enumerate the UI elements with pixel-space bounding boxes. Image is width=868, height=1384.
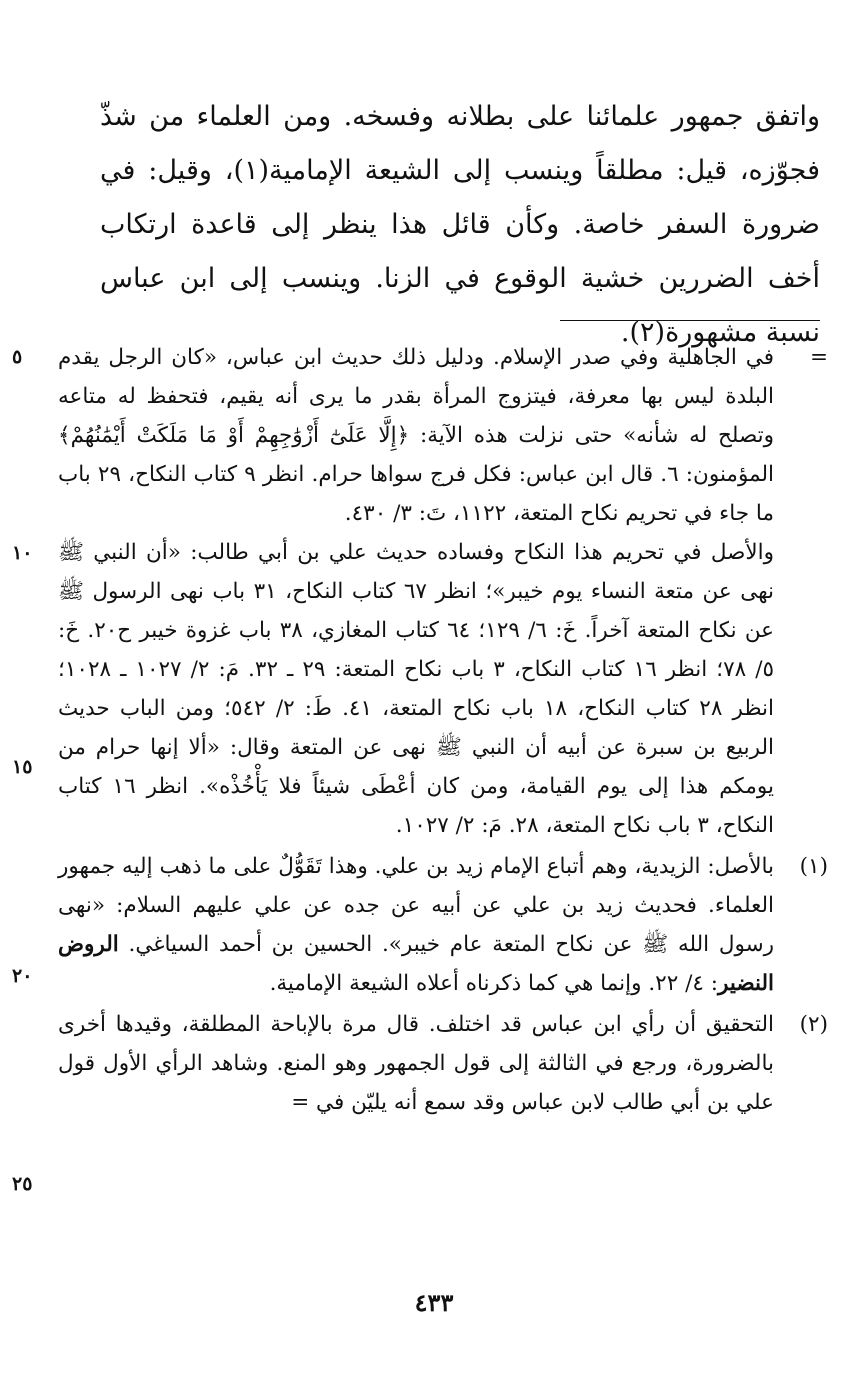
footnote-marker: = bbox=[809, 345, 828, 370]
footnote-text bbox=[58, 847, 774, 1003]
footnote-marker: (٢) bbox=[799, 1012, 828, 1037]
footnote-text bbox=[58, 338, 774, 845]
line-number: ٢٥ bbox=[12, 1173, 33, 1195]
page-number: ٤٣٣ bbox=[414, 1288, 454, 1317]
line-number: ١٠ bbox=[12, 542, 33, 564]
footnote-text-part: بالأصل: الزيدية، وهم أتباع الإمام زيد بن علي. وهذا تَقَوُّلٌ على ما ذهب إليه جمهور العلماء. فحديث زيد بن علي عن أبيه عن جده عن علي عليهم السلام: «نهى رسول الله ﷺ عن نكاح المتعة عام خيبر». الحسين بن أحمد السياغي. bbox=[58, 854, 774, 957]
footnote-text: التحقيق أن رأي ابن عباس قد اختلف. قال مرة بالإباحة المطلقة، وقيدها أخرى بالضرورة، ورجع في الثالثة إلى قول الجمهور وهو المنع. وشاهد الرأي الأول قول علي بن أبي طالب لابن عباس وقد سمع أنه يليّن في = bbox=[58, 1012, 774, 1115]
footnote-marker: (١) bbox=[799, 854, 828, 879]
footnotes bbox=[58, 338, 828, 1124]
footnote-1 bbox=[58, 847, 828, 1003]
footnote-separator bbox=[560, 320, 820, 321]
book-title: الروض النضير bbox=[58, 932, 774, 996]
line-number: ٢٠ bbox=[12, 965, 33, 987]
footnote-paragraph: في الجاهلية وفي صدر الإسلام. ودليل ذلك حديث ابن عباس، «كان الرجل يقدم البلدة ليس بها معرفة، فيتزوج المرأة بقدر ما يرى أنه يقيم، فتحفظ له متاعه وتصلح له شأنه» حتى نزلت هذه الآية: ﴿إِلَّا عَلَىٰٓ أَزْوَٰجِهِمْ أَوْ مَا مَلَكَتْ أَيْمَٰنُهُمْ﴾ المؤمنون: ٦. قال ابن عباس: فكل فرج سواها حرام. انظر ٩ كتاب النكاح، ٢٩ باب ما جاء في تحريم نكاح المتعة، ١١٢٢، تَ: ٣/ ٤٣٠. bbox=[58, 345, 775, 526]
footnote-2 bbox=[58, 1005, 828, 1122]
main-paragraph: واتفق جمهور علمائنا على بطلانه وفسخه. ومن العلماء من شذّ فجوّزه، قيل: مطلقاً وينسب إلى الشيعة الإمامية(١)، وقيل: في ضرورة السفر خاصة. وكأن قائل هذا ينظر إلى قاعدة ارتكاب أخف الضررين خشية الوقوع في الزنا. وينسب إلى ابن عباس نسبة مشهورة(٢). bbox=[100, 101, 820, 348]
footnote-continuation bbox=[58, 338, 828, 845]
footnote-paragraph: والأصل في تحريم هذا النكاح وفساده حديث علي بن أبي طالب: «أن النبي ﷺ نهى عن متعة النساء يوم خيبر»؛ انظر ٦٧ كتاب النكاح، ٣١ باب نهى الرسول ﷺ عن نكاح المتعة آخراً. خَ: ٦/ ١٢٩؛ ٦٤ كتاب المغازي، ٣٨ باب غزوة خيبر ح٢٠. خَ: ٥/ ٧٨؛ انظر ١٦ كتاب النكاح، ٣ باب نكاح المتعة: ٢٩ ـ ٣٢. مَ: ٢/ ١٠٢٧ ـ ١٠٢٨؛ انظر ٢٨ كتاب النكاح، ١٨ باب نكاح المتعة، ٤١. طَ: ٢/ ٥٤٢؛ ومن الباب حديث الربيع بن سبرة عن أبيه أن النبي ﷺ نهى عن المتعة وقال: «ألا إنها حرام من يومكم هذا إلى يوم القيامة، ومن كان أعْطَى شيئاً فلا يَأْخُذْه». انظر ١٦ كتاب النكاح، ٣ باب نكاح المتعة، ٢٨. مَ: ٢/ ١٠٢٧. bbox=[58, 540, 775, 838]
line-number: ٥ bbox=[12, 346, 23, 368]
line-number: ١٥ bbox=[12, 756, 33, 778]
footnote-text-part: : ٤/ ٢٢. وإنما هي كما ذكرناه أعلاه الشيعة الإمامية. bbox=[269, 971, 718, 996]
